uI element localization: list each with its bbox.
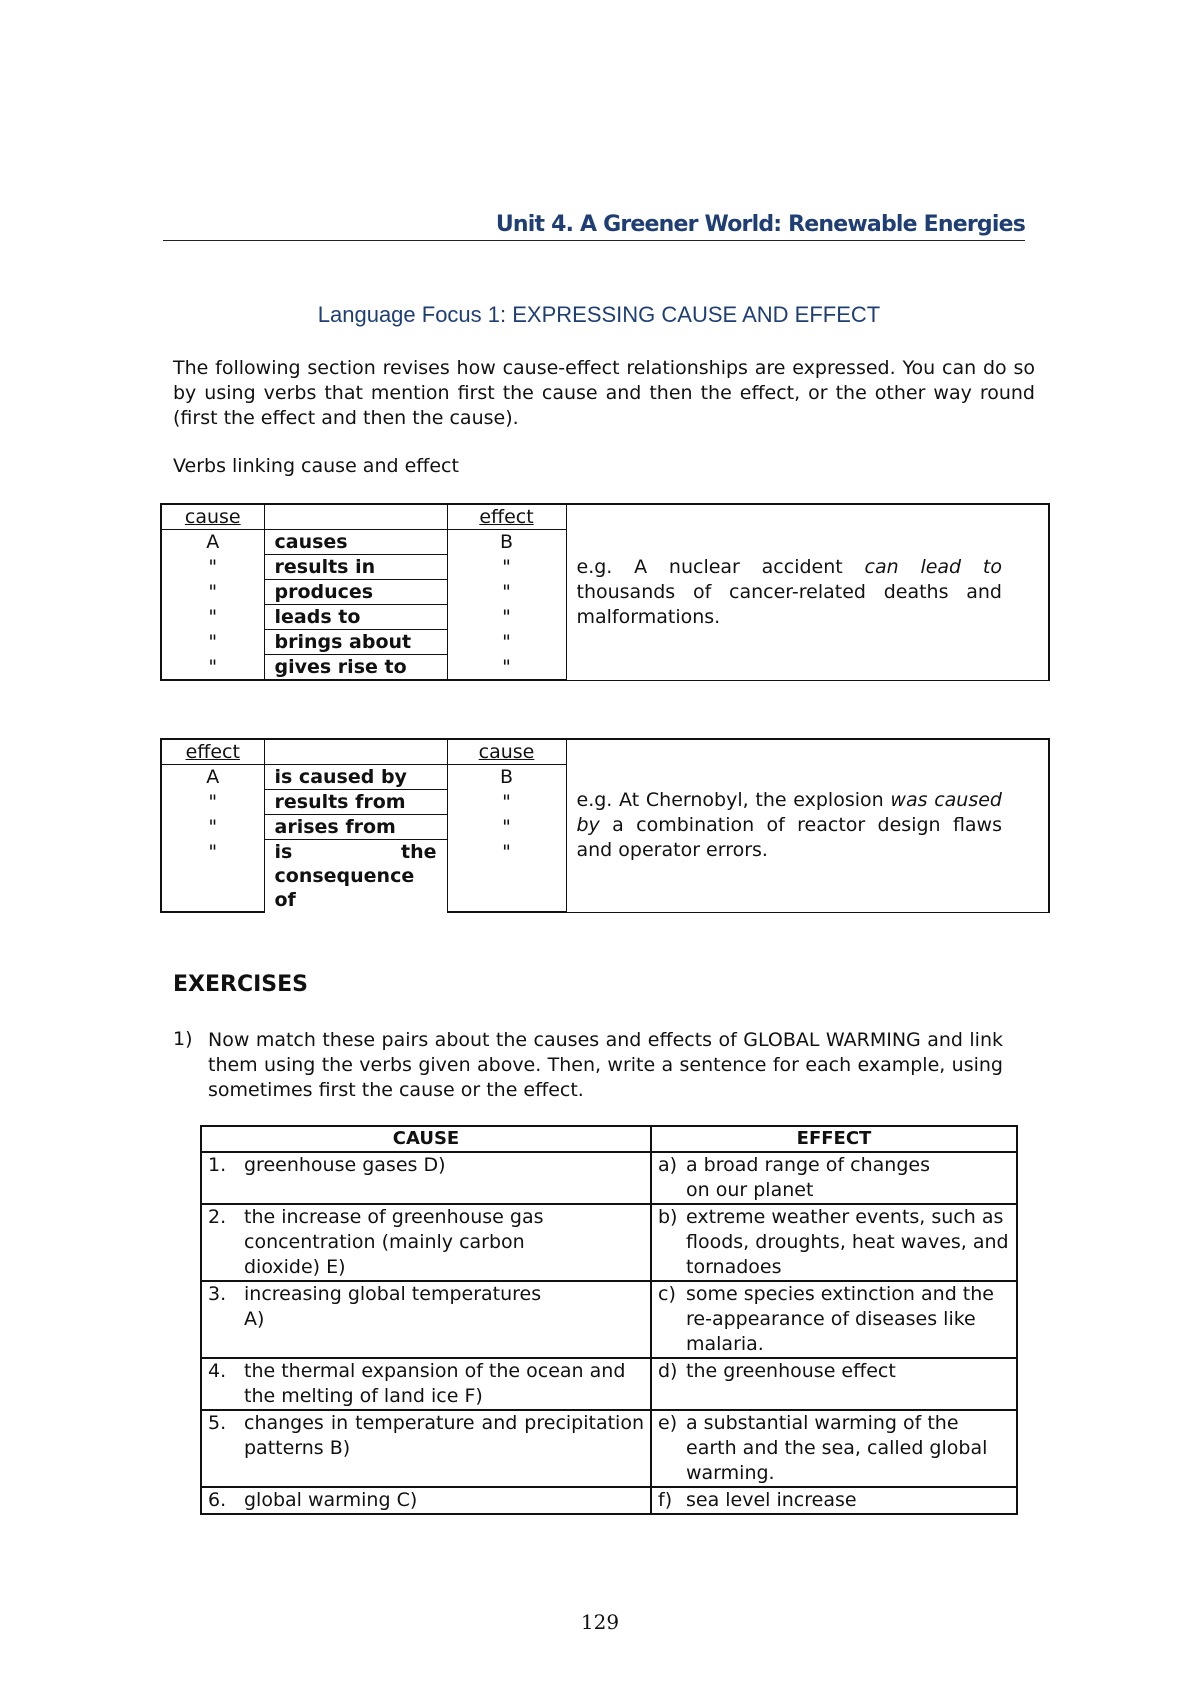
effect-cause-table — [160, 738, 1050, 913]
effect-column-header: EFFECT — [651, 1126, 1017, 1152]
header-rule — [163, 240, 1025, 241]
effect-header: effect — [185, 741, 240, 763]
table-header-row — [201, 1126, 1017, 1152]
table-row: 2. the increase of greenhouse gas concentration (mainly carbon dioxide) E) b) extreme weather events, such as floods, droughts, heat waves, and tornadoes — [201, 1204, 1017, 1281]
effect-header: effect — [479, 506, 534, 528]
table-row: " results in " — [161, 555, 1049, 580]
question-text: Now match these pairs about the causes and effects of GLOBAL WARMING and link them using the verbs given above. Then, write a sentence for each example, using sometimes first the cause or the effect. — [208, 1029, 1003, 1101]
table-row: " produces " — [161, 580, 1049, 605]
table-row: " leads to " — [161, 605, 1049, 630]
table-row: 1. greenhouse gases D) a) a broad range of changes on our planet — [201, 1152, 1017, 1204]
exercises-heading: EXERCISES — [173, 972, 309, 997]
table-row: 3. increasing global temperatures A) c) some species extinction and the re-appearance of diseases like malaria. — [201, 1281, 1017, 1358]
cause-effect-table — [160, 503, 1050, 681]
table-row: A is caused by B — [161, 765, 1049, 790]
matching-table — [200, 1125, 1018, 1515]
table-row: 5. changes in temperature and precipitation patterns B) e) a substantial warming of the earth and the sea, called global warming. — [201, 1410, 1017, 1487]
cause-column-header: CAUSE — [201, 1126, 651, 1152]
table-row — [161, 739, 1049, 765]
table-row: A causes B — [161, 530, 1049, 555]
page-number: 129 — [580, 1610, 620, 1634]
table-row: 4. the thermal expansion of the ocean and the melting of land ice F) d) the greenhouse effect — [201, 1358, 1017, 1410]
section-title: Language Focus 1: EXPRESSING CAUSE AND EFFECT — [317, 302, 881, 327]
example-cell: e.g. A nuclear accident can lead to thousands of cancer-related deaths and malformations. — [566, 504, 1049, 680]
table-row: " is the consequence of " — [161, 840, 1049, 913]
question-number: 1) — [173, 1028, 193, 1050]
cause-header: cause — [478, 741, 535, 763]
verbs-label: Verbs linking cause and effect — [173, 455, 459, 477]
table-row: " gives rise to " — [161, 655, 1049, 681]
table-row: " arises from " — [161, 815, 1049, 840]
intro-paragraph: The following section revises how cause-effect relationships are expressed. You can do so by using verbs that mention first the cause and then the effect, or the other way round (first the effect and then the cause). — [173, 357, 1035, 429]
table-row: " results from " — [161, 790, 1049, 815]
example-cell: e.g. At Chernobyl, the explosion was caused by a combination of reactor design flaws and operator errors. — [566, 739, 1049, 912]
table-row: " brings about " — [161, 630, 1049, 655]
table-row — [161, 504, 1049, 530]
cause-header: cause — [184, 506, 241, 528]
table-row: 6. global warming C) f) sea level increase — [201, 1487, 1017, 1514]
unit-title: Unit 4. A Greener World: Renewable Energies — [495, 212, 1025, 237]
